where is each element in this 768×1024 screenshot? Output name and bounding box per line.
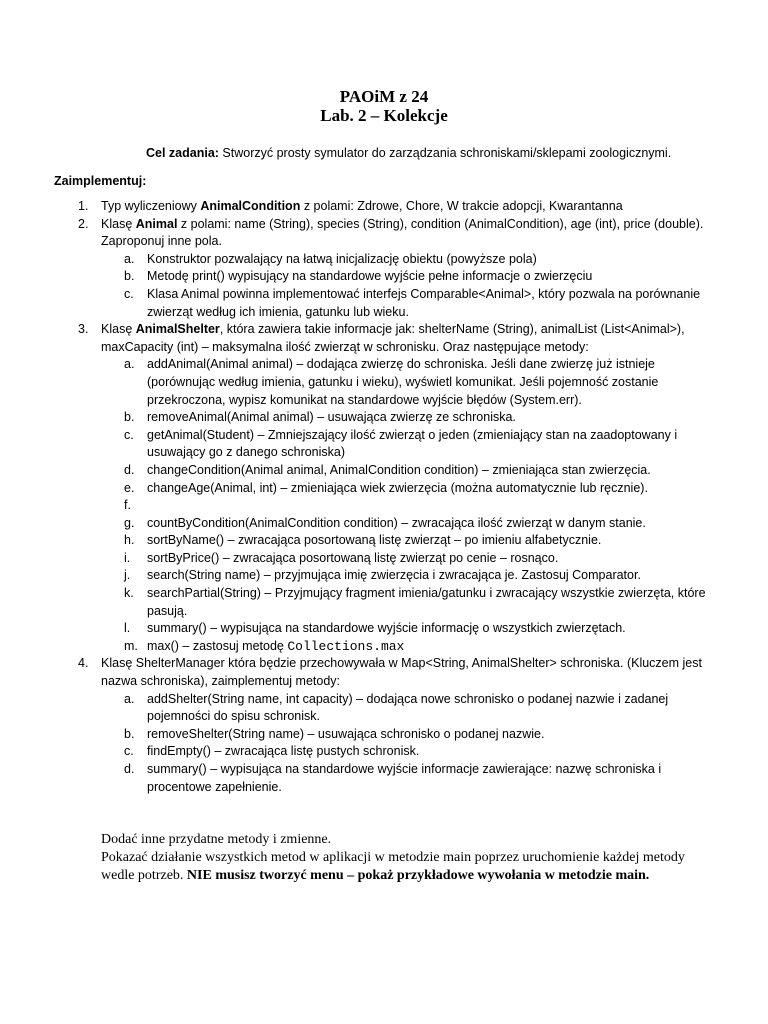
sub-item [0,427,722,462]
sub-item [0,585,722,620]
item-text-pre: Typ wyliczeniowy [101,199,201,213]
sub-item-letter: e. [124,480,135,495]
item-text-pre: Klasę [101,216,136,231]
sub-item [0,515,722,533]
sub-item-letter: d. [124,462,135,477]
sub-item-letter: a. [124,691,135,706]
item-text [101,322,685,354]
sub-item-text: summary() – wypisująca na standardowe wyjście informacje zawierające: nazwę schroniska i procentowe zapełnienie. [147,762,662,794]
sub-item-letter: g. [124,515,135,530]
sub-item [0,691,722,726]
item-number: 4. [78,656,89,671]
sub-item [0,356,722,409]
item-text-post: z polami: name (String), species (String), condition (AnimalCondition), age (int), price (double). Zaproponuj inne pola. [101,216,704,249]
sub-item-letter: a. [124,357,135,372]
sub-item-text: searchPartial(String) – Przyjmujący fragment imienia/gatunku i zwracający wszystkie zwierzęta, które pasują. [147,586,706,618]
sub-item-letter: l. [124,621,131,636]
sub-item [0,409,722,427]
sub-item-letter: c. [124,427,134,442]
footer-notes [101,831,721,885]
sub-item [0,497,722,515]
footer-line-2 [101,849,721,885]
item-text-post: z polami: Zdrowe, Chore, W trakcie adopcji, Kwarantanna [300,199,623,213]
item-text-pre: Klasę ShelterManager która będzie przechowywała w Map<String, AnimalShelter> schroniska. (Kluczem jest nazwa schroniska), zaimplementuj metody: [101,656,702,689]
sub-item [0,638,722,656]
footer-line-2-bold: NIE musisz tworzyć menu – pokaż przykładowe wywołania w metodzie main. [186,868,650,883]
sub-item-text: sortByPrice() – zwracająca posortowaną listę zwierząt po cenie – rosnąco. [147,550,559,565]
sub-item [0,620,722,638]
sub-item [0,268,722,286]
sub-item [0,761,722,796]
sub-item-letter: f. [124,498,131,513]
sub-item-text: changeCondition(Animal animal, AnimalCondition condition) – zmieniająca stan zwierzęcia. [147,462,651,477]
list-item [0,655,722,690]
requirements-list [0,198,768,796]
footer-line-1: Dodać inne przydatne metody i zmienne. [101,832,332,847]
sub-item [0,286,722,321]
implement-heading: Zaimplementuj: [54,174,147,188]
sub-item-letter: d. [124,762,135,776]
sub-item [0,567,722,585]
sub-item-text: getAnimal(Student) – Zmniejszający ilość zwierząt o jeden (zmieniający stan na zaadoptowany i usuwający go z danego schroniska) [147,427,678,460]
document-title: PAOiM z 24 [339,87,429,106]
document-subtitle: Lab. 2 – Kolekcje [320,106,448,125]
item-class-name: AnimalCondition [200,199,301,213]
sub-item-text: changeAge(Animal, int) – zmieniająca wiek zwierzęcia (można automatycznie lub ręcznie). [147,480,648,495]
sub-item-letter: c. [124,286,134,301]
task-goal [146,145,671,163]
sub-item [0,462,722,480]
sub-item-letter: k. [124,586,134,601]
list-item [0,198,722,216]
item-number: 2. [78,216,89,231]
list-item [0,321,722,356]
item-number: 3. [78,322,89,337]
sub-item-letter: c. [124,744,134,759]
item-class-name: Animal [135,216,178,231]
item-text [101,656,702,688]
sub-item-letter: i. [124,550,131,565]
task-goal-text: Stworzyć prosty symulator do zarządzania schroniskami/sklepami zoologicznymi. [218,146,672,160]
sub-item-letter: b. [124,726,135,741]
item-text [101,199,623,213]
item-class-name: AnimalShelter [135,322,220,337]
item-text-pre: Klasę [101,322,136,337]
item-number: 1. [78,199,89,213]
sub-item-text: summary() – wypisująca na standardowe wyjście informację o wszystkich zwierzętach. [147,621,626,636]
item-text-post: , która zawiera takie informacje jak: shelterName (String), animalList (List<Animal>), maxCapacity (int) – maksymalna ilość zwierząt w schronisku. Oraz następujące metody: [101,322,685,354]
sub-item [0,251,722,269]
sub-item [0,532,722,550]
sub-item-text: Klasa Animal powinna implementować interfejs Comparable<Animal>, który pozwala na porównanie zwierząt według ich imienia, gatunku lub wieku. [147,286,701,319]
sub-item-letter: a. [124,251,135,266]
sub-item-letter: j. [124,568,131,583]
task-goal-label: Cel zadania: [146,146,219,160]
sub-item-letter: m. [124,638,138,653]
sub-item [0,726,722,744]
list-item [0,216,722,251]
sub-item-letter: b. [124,410,135,425]
sub-item-text: Metodę print() wypisujący na standardowe wyjście pełne informacje o zwierzęciu [147,269,593,284]
sub-item-text: Konstruktor pozwalający na łatwą inicjalizację obiektu (powyższe pola) [147,251,537,266]
sub-item-letter: b. [124,269,135,284]
item-text [101,217,703,249]
sub-item [0,743,722,761]
sub-item [0,550,722,568]
footer-line-2-text: Pokazać działanie wszystkich metod w aplikacji w metodzie main poprzez uruchomienie każdej metody wedle potrzeb. [101,850,685,883]
sub-item-text: addAnimal(Animal animal) – dodająca zwierzę do schroniska. Jeśli dane zwierzę już istnieje (porównując według imienia, gatunku i wieku), wyświetl komunikat. Jeśli pojemność zostanie przekroczona, wypisz komunikat na standardowe wyjście błędów (System.err). [147,357,659,407]
sub-item-text: search(String name) – przyjmująca imię zwierzęcia i zwracająca je. Zastosuj Comparator. [147,568,641,583]
sub-item-text [147,498,150,512]
sub-item-code: Collections.max [287,638,405,654]
sub-item-text: addShelter(String name, int capacity) – dodająca nowe schronisko o podanej nazwie i zadanej pojemności do spisu schronisk. [147,691,669,724]
sub-item-text: sortByName() – zwracająca posortowaną listę zwierząt – po imieniu alfabetycznie. [147,533,602,548]
sub-item-text: max() – zastosuj metodę [147,638,288,653]
sub-item-letter: h. [124,533,135,548]
sub-item [0,480,722,498]
sub-item-text: removeShelter(String name) – usuwająca schronisko o podanej nazwie. [147,726,545,741]
sub-item-text: findEmpty() – zwracająca listę pustych schronisk. [147,744,420,759]
sub-item-text: countByCondition(AnimalCondition condition) – zwracająca ilość zwierząt w danym stanie. [147,515,646,530]
sub-item-text: removeAnimal(Animal animal) – usuwająca zwierzę ze schroniska. [147,410,516,425]
